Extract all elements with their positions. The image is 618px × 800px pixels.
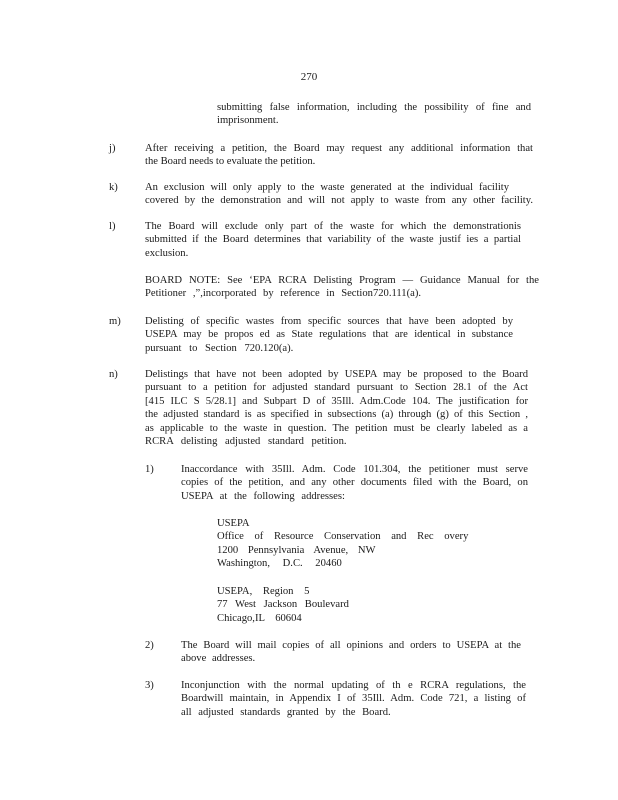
text-line: BOARD NOTE: See ‘EPA RCRA Delisting Program — Guidance Manual for the bbox=[145, 275, 539, 286]
address-line: Office of Resource Conservation and Rec overy bbox=[217, 531, 469, 543]
text-line: pursuant to a petition for adjusted standard pursuant to Section 28.1 of the Act bbox=[145, 382, 528, 394]
address-line: Washington, D.C. 20460 bbox=[217, 558, 342, 570]
continuation-paragraph bbox=[217, 101, 531, 128]
paragraph-l bbox=[145, 220, 521, 260]
text-line: pursuant to Section 720.120(a). bbox=[145, 342, 294, 354]
address-line: 1200 Pennsylvania Avenue, NW bbox=[217, 544, 376, 556]
item-marker-n: n) bbox=[109, 369, 118, 380]
text-line: Delisting of specific wastes from specific sources that have been adopted by bbox=[145, 316, 513, 327]
text-line: An exclusion will only apply to the waste generated at the individual facility bbox=[145, 182, 509, 193]
address-usepa-region5 bbox=[217, 585, 477, 625]
text-line: USEPA at the following addresses: bbox=[181, 490, 345, 502]
text-line: above addresses. bbox=[181, 653, 256, 665]
text-line: as applicable to the waste in question. The petition must be clearly labeled as a bbox=[145, 422, 528, 434]
text-line: the adjusted standard is as specified in subsections (a) through (g) of this Section , bbox=[145, 409, 528, 421]
text-line: covered by the demonstration and will not apply to waste from any other facility. bbox=[145, 195, 533, 207]
text-line: [415 ILC S 5/28.1] and Subpart D of 35Ill. Adm.Code 104. The justification for bbox=[145, 395, 528, 407]
paragraph-j bbox=[145, 142, 533, 169]
subitem-marker-1: 1) bbox=[145, 464, 154, 475]
item-marker-j: j) bbox=[109, 143, 116, 154]
subparagraph-2 bbox=[181, 639, 521, 666]
text-line: submitting false information, including the possibility of fine and bbox=[217, 102, 531, 113]
text-line: Inconjunction with the normal updating of th e RCRA regulations, the bbox=[181, 680, 526, 691]
address-usepa-hq bbox=[217, 517, 477, 571]
text-line: The Board will exclude only part of the waste for which the demonstrationis bbox=[145, 221, 521, 232]
text-line: copies of the petition, and any other documents filed with the Board, on bbox=[181, 477, 528, 489]
text-line: USEPA may be propos ed as State regulations that are identical in substance bbox=[145, 329, 513, 341]
paragraph-k bbox=[145, 181, 533, 208]
subparagraph-3 bbox=[181, 679, 526, 719]
item-marker-k: k) bbox=[109, 182, 118, 193]
address-line: USEPA bbox=[217, 518, 250, 529]
subitem-marker-2: 2) bbox=[145, 640, 154, 651]
text-line: imprisonment. bbox=[217, 115, 279, 127]
text-line: Delistings that have not been adopted by USEPA may be proposed to the Board bbox=[145, 369, 528, 380]
text-line: Inaccordance with 35Ill. Adm. Code 101.304, the petitioner must serve bbox=[181, 464, 528, 475]
board-note bbox=[145, 274, 539, 301]
text-line: After receiving a petition, the Board may request any additional information that bbox=[145, 143, 533, 154]
subitem-marker-3: 3) bbox=[145, 680, 154, 691]
paragraph-m bbox=[145, 315, 513, 355]
text-line: Boardwill maintain, in Appendix I of 35Ill. Adm. Code 721, a listing of bbox=[181, 693, 526, 705]
item-marker-m: m) bbox=[109, 316, 121, 327]
text-line: submitted if the Board determines that variability of the waste justif ies a partial bbox=[145, 234, 521, 246]
text-line: the Board needs to evaluate the petition. bbox=[145, 156, 316, 168]
paragraph-n bbox=[145, 368, 528, 448]
text-line: exclusion. bbox=[145, 247, 189, 259]
item-marker-l: l) bbox=[109, 221, 116, 232]
text-line: The Board will mail copies of all opinions and orders to USEPA at the bbox=[181, 640, 521, 651]
subparagraph-1 bbox=[181, 463, 528, 503]
address-line: USEPA, Region 5 bbox=[217, 586, 310, 597]
text-line: all adjusted standards granted by the Board. bbox=[181, 706, 391, 718]
address-line: Chicago,IL 60604 bbox=[217, 612, 302, 624]
address-line: 77 West Jackson Boulevard bbox=[217, 599, 349, 611]
page-number: 270 bbox=[300, 71, 318, 83]
text-line: Petitioner ,”,incorporated by reference in Section720.111(a). bbox=[145, 288, 422, 300]
text-line: RCRA delisting adjusted standard petition. bbox=[145, 436, 347, 448]
